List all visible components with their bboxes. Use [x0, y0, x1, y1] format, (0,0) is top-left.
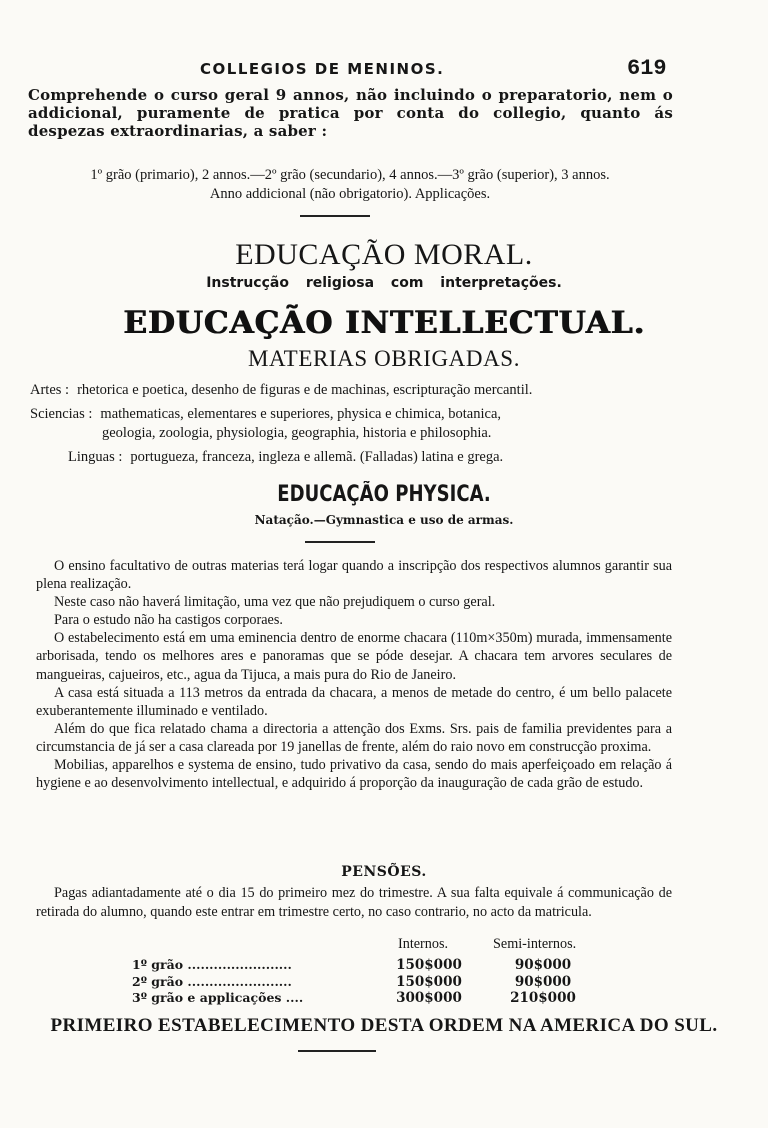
subject-label: Linguas : — [68, 449, 123, 465]
moral-education-subheading: Instrucção religiosa com interpretações. — [206, 275, 562, 291]
internos-value: 150$000 — [396, 957, 462, 973]
divider — [305, 541, 375, 543]
footer-slogan: PRIMEIRO ESTABELECIMENTO DESTA ORDEM NA AMERICA DO SUL. — [50, 1015, 718, 1036]
paragraph: Neste caso não haverá limitação, uma vez que não prejudiquem o curso geral. — [54, 594, 496, 611]
physical-education-heading: EDUCAÇÃO PHYSICA. — [277, 482, 491, 507]
paragraph: A casa está situada a 113 metros da entrada da chacara, a menos de metade do centro, é um bello palacete exuberantemente illuminado e ventilado. — [36, 684, 672, 719]
grades-additional-line: Anno addicional (não obrigatorio). Applicações. — [209, 186, 491, 202]
paragraph: Para o estudo não ha castigos corporaes. — [54, 612, 283, 629]
paragraph: O estabelecimento está em uma eminencia dentro de enorme chacara (110m×350m) murada, immensamente arborisada, tendo os melhores ares e panoramas que se póde desejar. A chacara tem arvores seculares de mangueiras, cajueiros, etc., agua da Tijuca, a mais pura do Rio de Janeiro. — [36, 630, 672, 683]
subject-artes — [30, 381, 670, 400]
body-text — [36, 557, 672, 792]
intro-paragraph: Comprehende o curso geral 9 annos, não incluindo o preparatorio, nem o addicional, puramente de pratica por conta do collegio, quanto ás despezas extraordinarias, a saber : — [28, 86, 673, 140]
table-row — [0, 957, 768, 975]
subject-sciencias-continued — [102, 424, 670, 443]
subject-text: rhetorica e poetica, desenho de figuras e de machinas, escripturação mercantil. — [77, 382, 533, 398]
moral-education-heading: EDUCAÇÃO MORAL. — [235, 238, 533, 271]
internos-value: 300$000 — [396, 990, 462, 1006]
subject-text: portugueza, franceza, ingleza e allemã. (Falladas) latina e grega. — [130, 449, 504, 465]
row-label: 1º grão ........................ — [132, 957, 292, 972]
column-header-internos: Internos. — [398, 936, 449, 952]
semi-internos-value: 90$000 — [514, 974, 572, 990]
required-subjects-heading: MATERIAS OBRIGADAS. — [247, 346, 521, 371]
row-label: 3º grão e applicações .... — [132, 990, 304, 1005]
fees-heading: PENSÕES. — [341, 864, 427, 880]
grades-line: 1º grão (primario), 2 annos.—2º grão (secundario), 4 annos.—3º grão (superior), 3 annos. — [90, 167, 610, 183]
fees-table — [0, 936, 768, 1006]
table-row — [0, 990, 768, 1008]
subject-linguas — [68, 448, 670, 467]
semi-internos-value: 210$000 — [510, 990, 576, 1006]
running-head-title: COLLEGIOS DE MENINOS. — [200, 60, 445, 78]
row-label: 2º grão ........................ — [132, 974, 292, 989]
subject-sciencias — [30, 405, 670, 424]
subject-label: Sciencias : — [30, 406, 93, 422]
column-header-semi-internos: Semi-internos. — [493, 936, 577, 952]
paragraph: Além do que fica relatado chama a directoria a attenção dos Exms. Srs. pais de familia previdentes para a circumstancia de já ser a casa clareada por 19 janellas de frente, além do raio novo em construcção proxima. — [36, 720, 672, 755]
divider — [298, 1050, 376, 1052]
fees-paragraph — [36, 884, 672, 921]
semi-internos-value: 90$000 — [514, 957, 572, 973]
page-number: 619 — [627, 56, 667, 81]
paragraph: Mobilias, apparelhos e systema de ensino, tudo privativo da casa, sendo do mais aperfeiçoado em relação á hygiene e ao desenvolvimento intellectual, e adquirido á proporção da inauguração de cada grão de estudo. — [36, 757, 672, 792]
subject-text: geologia, zoologia, physiologia, geographia, historia e philosophia. — [102, 425, 492, 441]
subject-label: Artes : — [30, 382, 70, 398]
paragraph: O ensino facultativo de outras materias terá logar quando a inscripção dos respectivos alumnos garantir sua plena realização. — [36, 558, 672, 593]
divider — [300, 215, 370, 217]
intellectual-education-heading: EDUCAÇÃO INTELLECTUAL. — [122, 305, 645, 341]
paragraph: Pagas adiantadamente até o dia 15 do primeiro mez do trimestre. A sua falta equivale á communicação de retirada do alumno, quando este entrar em trimestre certo, no caso contrario, no acto da matricula. — [36, 885, 672, 920]
internos-value: 150$000 — [396, 974, 462, 990]
running-head — [0, 56, 768, 84]
grades-block — [30, 166, 670, 204]
subject-text: mathematicas, elementares e superiores, physica e chimica, botanica, — [100, 406, 502, 422]
physical-education-subheading: Natação.—Gymnastica e uso de armas. — [254, 513, 514, 527]
